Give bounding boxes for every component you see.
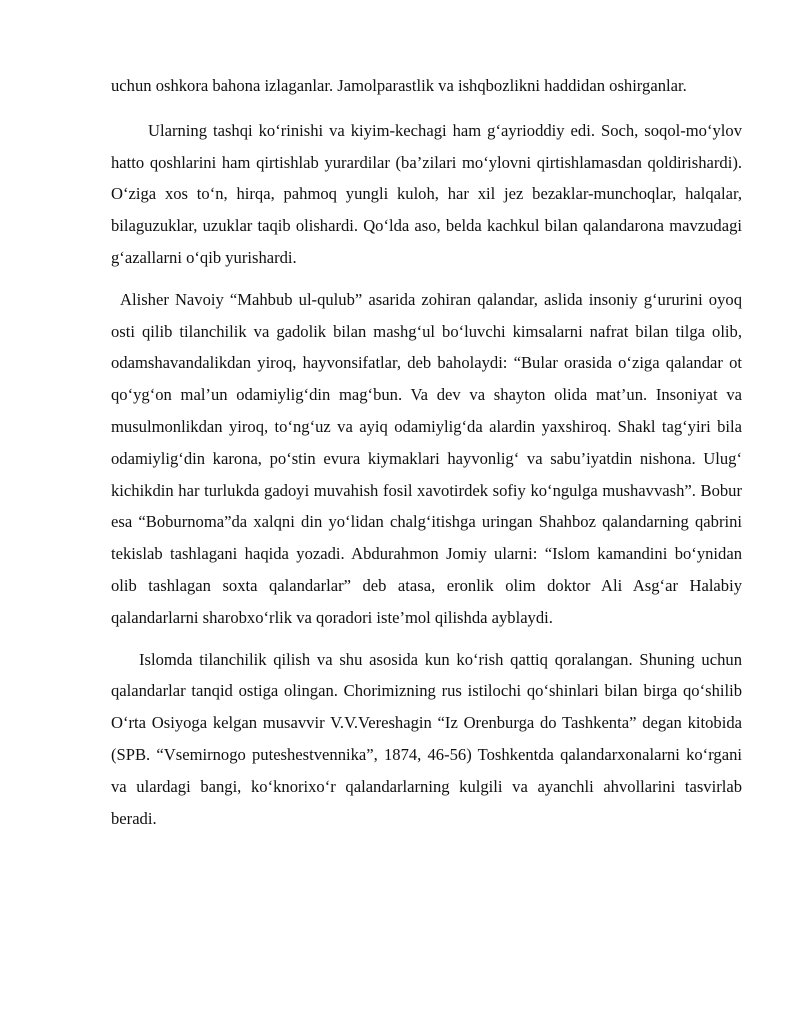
paragraph-4: Islomda tilanchilik qilish va shu asosida kun ko‘rish qattiq qoralangan. Shuning uchun qalandarlar tanqid ostiga olingan. Chorimizning rus istilochi qo‘shinlari bilan birga qo‘shilib O‘rta Osiyoga kelgan musavvir V.V.Vereshagin “Iz Orenburga do Tashkenta” degan kitobida (SPB. “Vsemirnogo puteshestvennika”, 1874, 46-56) Toshkentda qalandarxonalarni ko‘rgani va ulardagi bangi, ko‘knorixo‘r qalandarlarning kulgili va ayanchli ahvollarini tasvirlab beradi. <box>111 649 742 828</box>
paragraph-2: Ularning tashqi ko‘rinishi va kiyim-kechagi ham g‘ayrioddiy edi. Soch, soqol-mo‘ylov hatto qoshlarini ham qirtishlab yurardilar (ba’zilari mo‘ylovni qirtishlamasdan qoldirishardi). O‘ziga xos to‘n, hirqa, pahmoq yungli kuloh, har xil jez bezaklar-munchoqlar, halqalar, bilaguzuklar, uzuklar taqib olishardi. Qo‘lda aso, belda kachkul bilan qalandarona mavzudagi g‘azallarni o‘qib yurishardi. <box>111 120 742 267</box>
paragraph-1: uchun oshkora bahona izlaganlar. Jamolparastlik va ishqbozlikni haddidan oshirganlar. <box>111 76 687 95</box>
paragraph-3: Alisher Navoiy “Mahbub ul-qulub” asarida zohiran qalandar, aslida insoniy g‘ururini oyoq osti qilib tilanchilik va gadolik bilan mashg‘ul bo‘luvchi kimsalarni nafrat bilan tilga olib, odamshavandalikdan yiroq, hayvonsifatlar, deb baholaydi: “Bular orasida o‘ziga qalandar ot qo‘yg‘on mal’un odamiylig‘din mag‘bun. Va dev va shayton olida mat’un. Insoniyat va musulmonlikdan yiroq, to‘ng‘uz va ayiq odamiylig‘da alardin yaxshiroq. Shakl tag‘yiri bila odamiylig‘din karona, po‘stin evura kiymaklari hayvonlig‘ va sabu’iyatdin nishona. Ulug‘ kichikdin har turlukda gadoyi muvahish fosil xavotirdek sofiy ko‘ngulga mushavvash”. Bobur esa “Boburnoma”da xalqni din yo‘lidan chalg‘itishga uringan Shahboz qalandarning qabrini tekislab tashlagani haqida yozadi. Abdurahmon Jomiy ularni: “Islom kamandini bo‘ynidan olib tashlagan soxta qalandarlar” deb atasa, eronlik olim doktor Ali Asg‘ar Halabiy qalandarlarni sharobxo‘rlik va qoradori iste’mol qilishda ayblaydi. <box>111 289 742 627</box>
document-page <box>111 70 742 834</box>
